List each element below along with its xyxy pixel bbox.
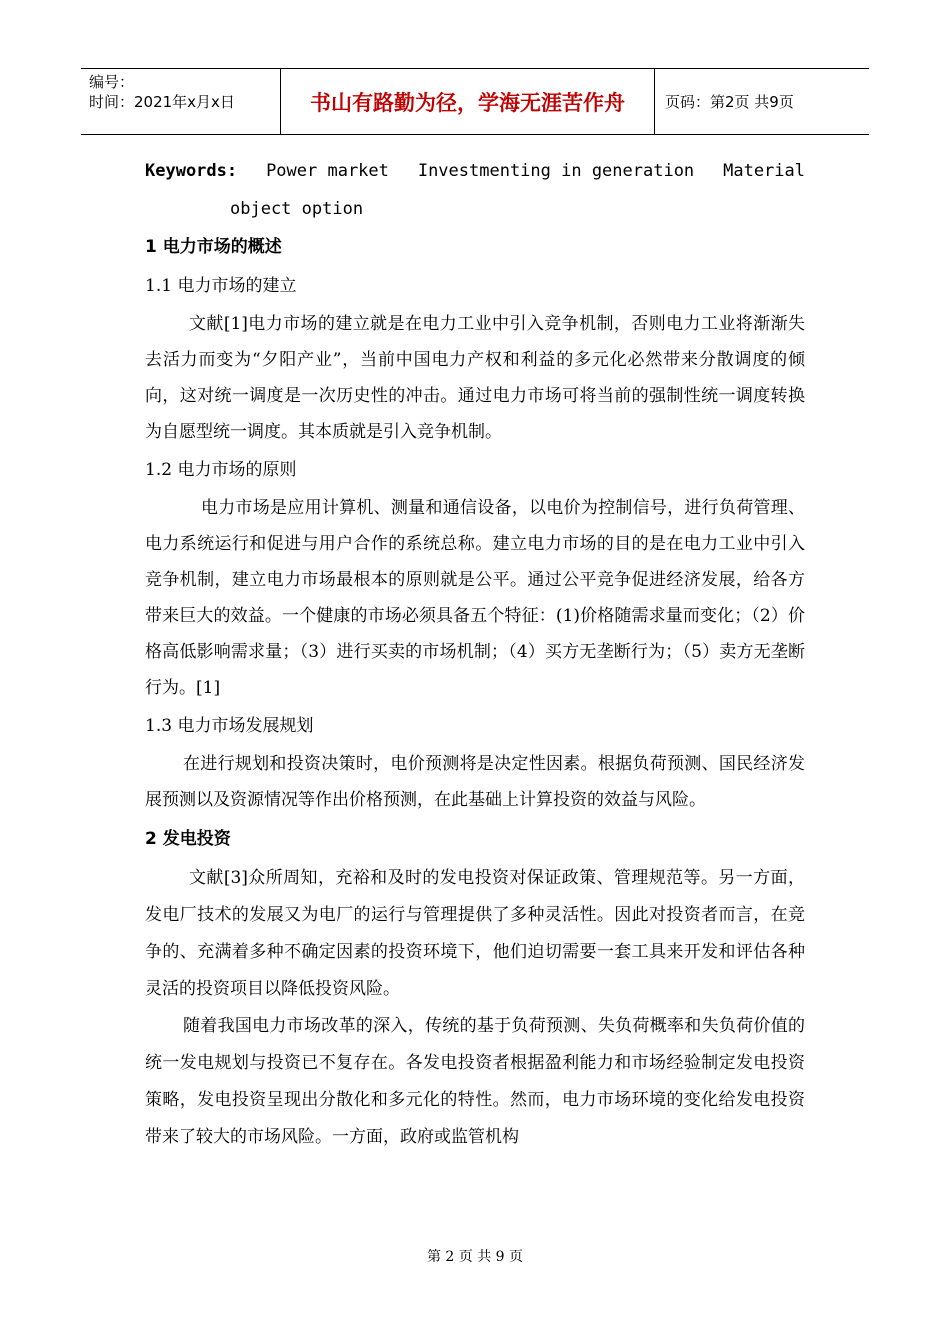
section-1-2-heading: 1.2 电力市场的原则 [145, 460, 297, 480]
section-2-heading: 2 发电投资 [145, 829, 231, 849]
number-label: 编号： [89, 73, 135, 91]
section-2-paragraph-2: 随着我国电力市场改革的深入，传统的基于负荷预测、失负荷概率和失负荷价值的统一发电规划与投资已不复存在。各发电投资者根据盈利能力和市场经验制定发电投资策略，发电投资呈现出分散化和多元化的特性。然而，电力市场环境的变化给发电投资带来了较大的市场风险。一方面，政府或监管机构 [145, 1016, 805, 1147]
header-motto: 书山有路勤为径，学海无涯苦作舟 [281, 69, 655, 134]
keyword-item: Material [723, 161, 805, 181]
header-page-code: 页码：第2页 共9页 [665, 93, 794, 111]
keyword-item: Investmenting in generation [417, 161, 695, 181]
keyword-item: Power market [266, 161, 389, 181]
keywords-continuation: object option [230, 199, 364, 219]
time-label: 时间：2021年x月x日 [89, 93, 235, 111]
section-1-3-paragraph: 在进行规划和投资决策时，电价预测将是决定性因素。根据负荷预测、国民经济发展预测以及资源情况等作出价格预测，在此基础上计算投资的效益与风险。 [145, 754, 805, 810]
keywords-line [145, 152, 805, 190]
header-meta [81, 69, 281, 134]
section-1-heading: 1 电力市场的概述 [145, 237, 282, 257]
page-footer: 第 2 页 共 9 页 [426, 1249, 524, 1265]
page-header [81, 68, 869, 135]
section-1-1-heading: 1.1 电力市场的建立 [145, 276, 297, 296]
section-2-paragraph-1: 文献[3]众所周知，充裕和及时的发电投资对保证政策、管理规范等。另一方面，发电厂技术的发展又为电厂的运行与管理提供了多种灵活性。因此对投资者而言，在竞争的、充满着多种不确定因素的投资环境下，他们迫切需要一套工具来开发和评估各种灵活的投资项目以降低投资风险。 [145, 868, 805, 999]
keywords-label: Keywords: [145, 161, 238, 181]
document-body [145, 152, 805, 1156]
section-1-1-paragraph: 文献[1]电力市场的建立就是在电力工业中引入竞争机制，否则电力工业将渐渐失去活力而变为“夕阳产业”，当前中国电力产权和利益的多元化必然带来分散调度的倾向，这对统一调度是一次历史性的冲击。通过电力市场可将当前的强制性统一调度转换为自愿型统一调度。其本质就是引入竞争机制。 [145, 314, 805, 442]
section-1-2-paragraph: 电力市场是应用计算机、测量和通信设备，以电价为控制信号，进行负荷管理、电力系统运行和促进与用户合作的系统总称。建立电力市场的目的是在电力工业中引入竞争机制，建立电力市场最根本的原则就是公平。通过公平竞争促进经济发展，给各方带来巨大的效益。一个健康的市场必须具备五个特征：(1)价格随需求量而变化；（2）价格高低影响需求量；（3）进行买卖的市场机制；（4）买方无垄断行为；（5）卖方无垄断行为。[1] [145, 498, 805, 698]
section-1-3-heading: 1.3 电力市场发展规划 [145, 716, 314, 736]
